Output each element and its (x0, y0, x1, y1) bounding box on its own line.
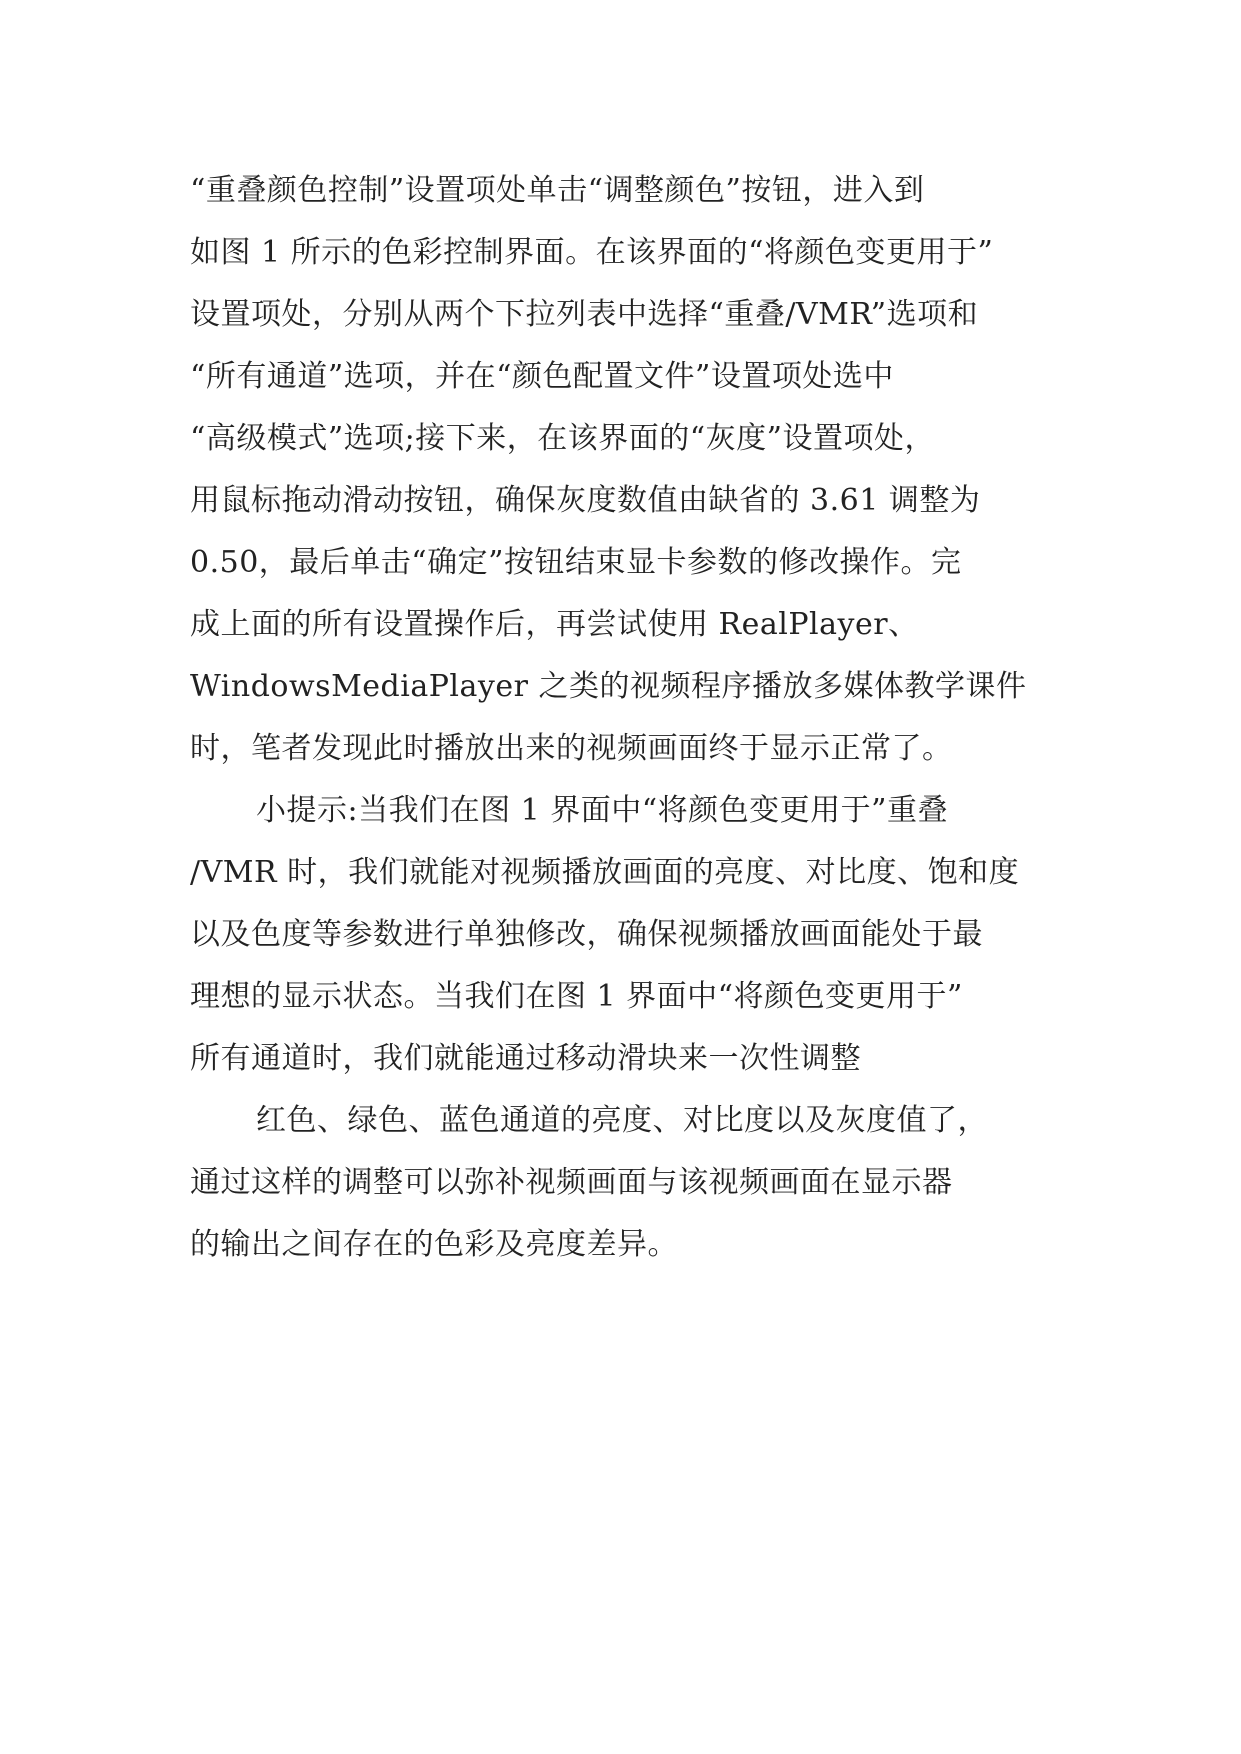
paragraph-3 (190, 1090, 1060, 1276)
text-line: “所有通道”选项，并在“颜色配置文件”设置项处选中 (190, 359, 894, 394)
text-line: 理想的显示状态。当我们在图 1 界面中“将颜色变更用于” (190, 979, 963, 1014)
text-line: “重叠颜色控制”设置项处单击“调整颜色”按钮，进入到 (190, 173, 925, 208)
text-line: 成上面的所有设置操作后，再尝试使用 RealPlayer、 (190, 607, 919, 642)
body-text (190, 160, 1060, 1276)
text-line: 的输出之间存在的色彩及亮度差异。 (190, 1227, 678, 1262)
text-line: 以及色度等参数进行单独修改，确保视频播放画面能处于最 (190, 917, 983, 952)
paragraph-2 (190, 780, 1060, 1090)
text-line: WindowsMediaPlayer 之类的视频程序播放多媒体教学课件 (190, 669, 1027, 704)
text-line: 小提示:当我们在图 1 界面中“将颜色变更用于”重叠 (256, 793, 948, 828)
text-line: 红色、绿色、蓝色通道的亮度、对比度以及灰度值了， (256, 1103, 988, 1138)
text-line: /VMR 时，我们就能对视频播放画面的亮度、对比度、饱和度 (190, 855, 1020, 890)
text-line: 时，笔者发现此时播放出来的视频画面终于显示正常了。 (190, 731, 953, 766)
text-line: 通过这样的调整可以弥补视频画面与该视频画面在显示器 (190, 1165, 953, 1200)
text-line: 设置项处，分别从两个下拉列表中选择“重叠/VMR”选项和 (190, 297, 979, 332)
text-line: 如图 1 所示的色彩控制界面。在该界面的“将颜色变更用于” (190, 235, 994, 270)
text-line: 所有通道时，我们就能通过移动滑块来一次性调整 (190, 1041, 861, 1076)
paragraph-1 (190, 160, 1060, 780)
text-line: “高级模式”选项;接下来，在该界面的“灰度”设置项处， (190, 421, 935, 456)
text-line: 0.50，最后单击“确定”按钮结束显卡参数的修改操作。完 (190, 545, 962, 580)
text-line: 用鼠标拖动滑动按钮，确保灰度数值由缺省的 3.61 调整为 (190, 483, 981, 518)
